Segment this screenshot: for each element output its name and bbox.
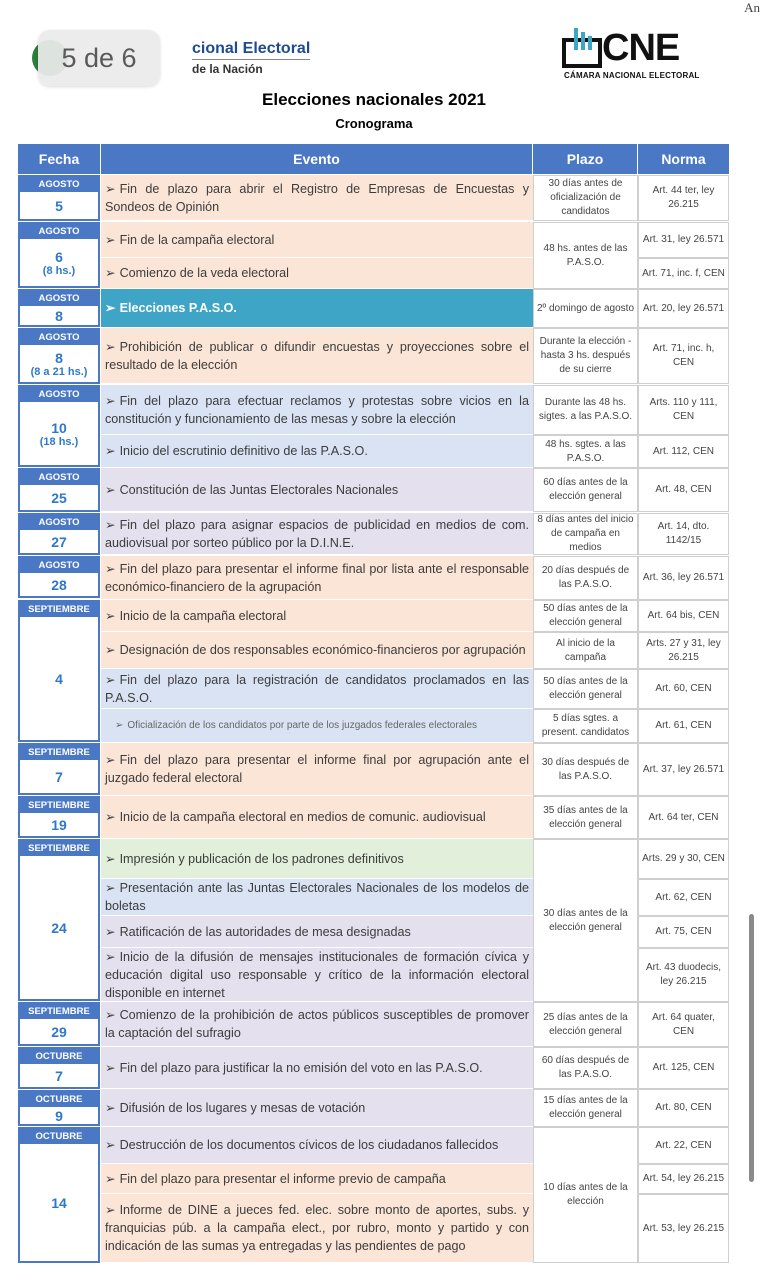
norma-cell: Art. 64 ter, CEN	[638, 796, 729, 839]
norma-cell: Art. 71, inc. h, CEN	[638, 328, 729, 384]
bullet-arrow-icon: ➢	[105, 949, 116, 964]
date-month: OCTUBRE	[20, 1049, 98, 1064]
date-day: 10	[51, 419, 67, 436]
date-cell	[18, 468, 100, 512]
event-text: Fin del plazo para la registración de candidatos proclamados en las P.A.S.O.	[105, 672, 529, 705]
date-cell	[18, 1047, 100, 1089]
date-month: SEPTIEMBRE	[20, 841, 98, 856]
date-month: OCTUBRE	[20, 1092, 98, 1107]
bullet-arrow-icon: ➢	[105, 1203, 116, 1217]
date-day: 8	[55, 307, 63, 324]
event-text: Inicio de la campaña electoral	[119, 608, 287, 623]
date-cell	[18, 556, 100, 598]
event-cell	[101, 289, 533, 328]
plazo-cell: 50 días antes de la elección general	[533, 600, 638, 632]
event-cell	[101, 222, 533, 258]
logo-left-line2: de la Nación	[192, 62, 263, 76]
page-title: Elecciones nacionales 2021	[262, 90, 486, 109]
event-cell	[101, 796, 533, 839]
bullet-arrow-icon: ➢	[105, 1138, 116, 1152]
norma-cell: Art. 60, CEN	[638, 669, 729, 709]
bullet-arrow-icon: ➢	[105, 266, 116, 280]
date-day: 19	[51, 816, 67, 833]
norma-cell: Art. 22, CEN	[638, 1127, 729, 1164]
header-fecha: Fecha	[18, 144, 101, 174]
event-text: Constitución de las Juntas Electorales Nacionales	[119, 482, 399, 497]
date-day: 25	[51, 489, 67, 506]
event-cell	[101, 1164, 533, 1194]
event-cell	[101, 513, 533, 555]
date-cell	[18, 1002, 100, 1046]
plazo-cell: 60 días después de las P.A.S.O.	[533, 1047, 638, 1089]
norma-cell: Art. 14, dto. 1142/15	[638, 513, 729, 555]
bullet-arrow-icon: ➢	[105, 232, 116, 247]
date-time-note: (8 hs.)	[42, 264, 76, 277]
logo-left-line1: cional Electoral	[192, 40, 311, 57]
date-month: SEPTIEMBRE	[20, 1004, 98, 1019]
plazo-cell: 20 días después de las P.A.S.O.	[533, 556, 638, 600]
norma-cell: Arts. 29 y 30, CEN	[638, 839, 729, 879]
date-month: SEPTIEMBRE	[20, 745, 98, 760]
date-day: 14	[51, 1194, 67, 1211]
event-text: Fin del plazo para justificar la no emisión del voto en las P.A.S.O.	[119, 1060, 483, 1075]
date-cell	[18, 1127, 100, 1263]
plazo-cell: 30 días antes de oficialización de candidatos	[533, 175, 638, 221]
date-cell	[18, 222, 100, 288]
bullet-arrow-icon: ➢	[105, 339, 116, 354]
date-time-note: (18 hs.)	[39, 435, 79, 448]
date-day: 5	[55, 197, 63, 214]
cne-logo	[562, 24, 700, 84]
event-cell	[101, 709, 533, 743]
bullet-arrow-icon: ➢	[105, 643, 116, 657]
norma-cell: Art. 37, ley 26.571	[638, 743, 729, 796]
bullet-arrow-icon: ➢	[105, 924, 116, 939]
norma-cell: Art. 53, ley 26.215	[638, 1194, 729, 1263]
event-text: Oficialización de los candidatos por parte de los juzgados federales electorales	[127, 719, 478, 731]
event-text: Inicio de la campaña electoral en medios de comunic. audiovisual	[119, 810, 486, 824]
event-cell	[101, 879, 533, 916]
date-cell	[18, 600, 100, 742]
event-cell	[101, 1127, 533, 1164]
event-text: Inicio de la difusión de mensajes institucionales de formación cívica y educación digital uso responsable y crítico de la información electoral disponible en internet	[105, 949, 529, 1000]
bullet-arrow-icon: ➢	[105, 753, 116, 767]
norma-cell: Art. 125, CEN	[638, 1047, 729, 1089]
date-month: AGOSTO	[20, 558, 98, 573]
norma-cell: Arts. 110 y 111, CEN	[638, 385, 729, 435]
plazo-cell: 8 días antes del inicio de campaña en medios	[533, 513, 638, 555]
date-cell	[18, 1090, 100, 1126]
event-cell	[101, 743, 533, 796]
event-cell	[101, 632, 533, 669]
norma-cell: Art. 54, ley 26.215	[638, 1164, 729, 1194]
event-text: Destrucción de los documentos cívicos de los ciudadanos fallecidos	[119, 1138, 499, 1152]
event-text: Comienzo de la veda electoral	[119, 266, 289, 280]
corner-text: An	[744, 0, 760, 15]
event-cell	[101, 385, 533, 435]
event-cell	[101, 839, 533, 879]
bullet-arrow-icon: ➢	[105, 393, 116, 408]
event-text: Inicio del escrutinio definitivo de las P.A.S.O.	[119, 444, 368, 458]
norma-cell: Art. 64 bis, CEN	[638, 600, 729, 632]
bullet-arrow-icon: ➢	[105, 1171, 116, 1186]
date-cell	[18, 328, 100, 384]
event-cell	[101, 669, 533, 709]
date-day: 27	[51, 533, 67, 550]
plazo-cell: 25 días antes de la elección general	[533, 1002, 638, 1047]
plazo-cell: Durante las 48 hs. sigtes. a las P.A.S.O.	[533, 385, 638, 435]
event-text: Fin del plazo para efectuar reclamos y protestas sobre vicios en la constitución y funcionamiento de las mesas y sobre la elección	[105, 393, 529, 426]
date-day: 9	[55, 1107, 63, 1124]
date-month: SEPTIEMBRE	[20, 798, 98, 813]
bullet-arrow-icon: ➢	[105, 608, 116, 623]
plazo-cell: Durante la elección - hasta 3 hs. después de su cierre	[533, 328, 638, 384]
date-day: 7	[55, 1067, 63, 1084]
date-cell	[18, 289, 100, 327]
norma-cell: Arts. 27 y 31, ley 26.215	[638, 632, 729, 669]
plazo-cell: 10 días antes de la elección	[533, 1127, 638, 1263]
scrollbar-thumb[interactable]	[749, 914, 754, 1182]
event-text: Impresión y publicación de los padrones definitivos	[119, 851, 404, 866]
event-text: Fin del plazo para presentar el informe previo de campaña	[119, 1171, 446, 1186]
event-text: Ratificación de las autoridades de mesa designadas	[119, 924, 411, 939]
date-cell	[18, 839, 100, 1001]
event-cell	[101, 468, 533, 512]
event-text: Presentación ante las Juntas Electorales Nacionales de los modelos de boletas	[105, 881, 529, 913]
plazo-cell: 60 días antes de la elección general	[533, 468, 638, 512]
bullet-arrow-icon: ➢	[105, 881, 116, 895]
event-text: Difusión de los lugares y mesas de votación	[119, 1100, 366, 1115]
bullet-arrow-icon: ➢	[105, 1008, 116, 1022]
plazo-cell: 48 hs. sgtes. a las P.A.S.O.	[533, 435, 638, 468]
date-day: 4	[55, 670, 63, 687]
norma-cell: Art. 48, CEN	[638, 468, 729, 512]
event-cell	[101, 1194, 533, 1263]
bullet-arrow-icon: ➢	[105, 181, 116, 196]
date-month: OCTUBRE	[20, 1129, 98, 1144]
logo-underline	[192, 59, 310, 60]
event-text: Informe de DINE a jueces fed. elec. sobre monto de aportes, subs. y franquicias púb. a la campaña elect., por rubro, monto y partido y con indicación de las sumas ya entregadas y las pendientes de pago	[105, 1203, 529, 1253]
event-cell	[101, 600, 533, 632]
event-text: Fin del plazo para presentar el informe final por lista ante el responsable económico-financiero de la agrupación	[105, 561, 529, 594]
bullet-arrow-icon: ➢	[105, 517, 116, 532]
norma-cell: Art. 44 ter, ley 26.215	[638, 175, 729, 221]
plazo-cell: 2º domingo de agosto	[533, 289, 638, 328]
date-time-note: (8 a 21 hs.)	[30, 365, 88, 378]
norma-cell: Art. 20, ley 26.571	[638, 289, 729, 328]
date-month: AGOSTO	[20, 224, 98, 239]
event-cell	[101, 1047, 533, 1089]
date-month: AGOSTO	[20, 177, 98, 192]
event-text: Comienzo de la prohibición de actos públicos susceptibles de promover la captación del sufragio	[105, 1008, 529, 1040]
event-cell	[101, 556, 533, 600]
event-cell	[101, 1089, 533, 1127]
date-cell	[18, 743, 100, 795]
date-cell	[18, 513, 100, 555]
event-text: Fin de la campaña electoral	[119, 232, 275, 247]
plazo-cell: 15 días antes de la elección general	[533, 1089, 638, 1127]
plazo-cell: 48 hs. antes de las P.A.S.O.	[533, 222, 638, 289]
plazo-cell: 35 días antes de la elección general	[533, 796, 638, 839]
norma-cell: Art. 71, inc. f, CEN	[638, 258, 729, 289]
cne-emblem-icon	[562, 26, 602, 68]
date-cell	[18, 796, 100, 838]
header-norma: Norma	[638, 144, 729, 174]
norma-cell: Art. 62, CEN	[638, 879, 729, 916]
document-header	[0, 22, 760, 92]
event-cell	[101, 175, 533, 221]
norma-cell: Art. 80, CEN	[638, 1089, 729, 1127]
norma-cell: Art. 43 duodecis, ley 26.215	[638, 948, 729, 1002]
norma-cell: Art. 112, CEN	[638, 435, 729, 468]
event-cell	[101, 1002, 533, 1047]
date-month: SEPTIEMBRE	[20, 602, 98, 617]
event-text: Prohibición de publicar o difundir encuestas y proyecciones sobre el resultado de la elección	[105, 339, 529, 372]
event-cell	[101, 328, 533, 384]
bullet-arrow-icon: ➢	[115, 719, 124, 731]
bullet-arrow-icon: ➢	[105, 444, 116, 458]
event-text: Fin de plazo para abrir el Registro de Empresas de Encuestas y Sondeos de Opinión	[105, 181, 529, 214]
norma-cell: Art. 75, CEN	[638, 916, 729, 948]
event-text: Designación de dos responsables económico-financieros por agrupación	[119, 643, 526, 657]
cne-logo-text: CNE	[602, 27, 680, 69]
event-cell	[101, 258, 533, 289]
norma-cell: Art. 36, ley 26.571	[638, 556, 729, 600]
date-month: AGOSTO	[20, 515, 98, 530]
date-month: AGOSTO	[20, 470, 98, 485]
date-month: AGOSTO	[20, 330, 98, 345]
header-evento: Evento	[101, 144, 533, 174]
page-subtitle: Cronograma	[335, 116, 413, 131]
plazo-cell: 50 días antes de la elección general	[533, 669, 638, 709]
norma-cell: Art. 61, CEN	[638, 709, 729, 743]
date-month: AGOSTO	[20, 387, 98, 402]
header-plazo: Plazo	[533, 144, 638, 174]
date-cell	[18, 175, 100, 221]
date-day: 6	[55, 248, 63, 265]
norma-cell: Art. 64 quater, CEN	[638, 1002, 729, 1047]
bullet-arrow-icon: ➢	[105, 1100, 116, 1115]
bullet-arrow-icon: ➢	[105, 810, 116, 824]
page-counter-badge: 5 de 6	[38, 30, 160, 86]
norma-cell: Art. 31, ley 26.571	[638, 222, 729, 258]
event-text: Elecciones P.A.S.O.	[119, 301, 237, 315]
event-text: Fin del plazo para asignar espacios de publicidad en medios de com. audiovisual por sorteo público por la D.I.N.E.	[105, 517, 529, 550]
event-text: Fin del plazo para presentar el informe final por agrupación ante el juzgado federal electoral	[105, 753, 529, 785]
date-day: 24	[51, 919, 67, 936]
bullet-arrow-icon: ➢	[105, 672, 116, 687]
bullet-arrow-icon: ➢	[105, 301, 116, 315]
date-day: 8	[55, 349, 63, 366]
event-cell	[101, 948, 533, 1002]
date-day: 28	[51, 576, 67, 593]
event-cell	[101, 916, 533, 948]
plazo-cell: 5 días sgtes. a present. candidatos	[533, 709, 638, 743]
plazo-cell: 30 días antes de la elección general	[533, 839, 638, 1002]
bullet-arrow-icon: ➢	[105, 851, 116, 866]
plazo-cell: 30 días después de las P.A.S.O.	[533, 743, 638, 796]
date-day: 29	[51, 1023, 67, 1040]
date-month: AGOSTO	[20, 291, 98, 306]
plazo-cell: Al inicio de la campaña	[533, 632, 638, 669]
date-cell	[18, 385, 100, 467]
date-day: 7	[55, 768, 63, 785]
bullet-arrow-icon: ➢	[105, 561, 116, 576]
bullet-arrow-icon: ➢	[105, 1060, 116, 1075]
cne-logo-subtitle: CÁMARA NACIONAL ELECTORAL	[564, 71, 700, 80]
bullet-arrow-icon: ➢	[105, 482, 116, 497]
event-cell	[101, 435, 533, 468]
